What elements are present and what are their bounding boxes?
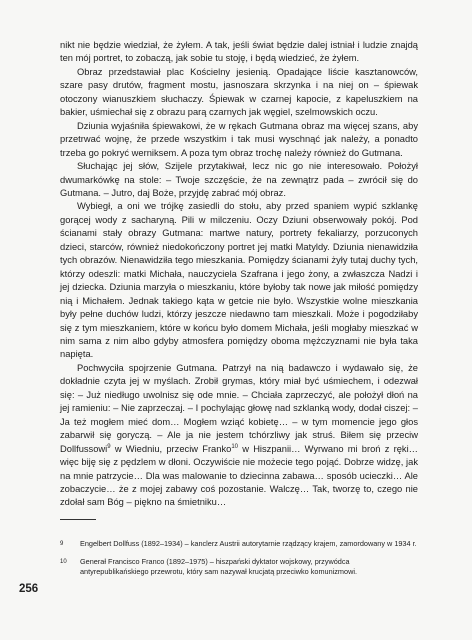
paragraph-2: Obraz przedstawiał plac Kościelny jesienią. Opadające liście kasztanowców, szare pasy drutów, fragment mostu, jasnoszara skrzynka i na niej on – śpiewak otoczony wianuszkiem słuchaczy. Śpiewak w czarnej kapocie, z kapeluszkiem na bakier, uśmiechał się z obrazu parą czarnych jak węgiel, szelmowskich oczu. xyxy=(60,66,418,118)
footnote-number: 10 xyxy=(60,559,67,566)
paragraph-6-part-c: w Hiszpanii… Wyrwano mi broń z ręki… więc biję się z pędzlem w dłoni. Oczywiście nie możecie tego pojąć. Dobrze widzę, jak na mnie patrzycie… Dla was malowanie to dziecinna zabawa… sposób ucieczki… Ale zobaczycie… że z mojej zabawy coś pozostanie. Walczę… Tak, tworzę to, czego nie zdołał sam Bóg – piękno na śmietniku… xyxy=(60,443,418,508)
footnote-item xyxy=(60,557,418,577)
paragraph-6 xyxy=(60,362,418,510)
footnote-divider xyxy=(60,519,96,520)
paragraph-3: Dziunia wyjaśniła śpiewakowi, że w rękach Gutmana obraz ma więcej szans, aby przetrwać wojnę, że przede wszystkim i tak musi wyschnąć jak należy, a ponadto trzeba go pokryć werniksem. A poza tym obraz trochę należy również do Gutmana. xyxy=(60,120,418,158)
paragraph-6-part-a: Pochwyciła spojrzenie Gutmana. Patrzył na nią badawczo i wydawało się, że dokładnie czyta jej w myślach. Zrobił grymas, który miał być uśmiechem, i odezwał się: – Już niedługo uwolnisz się ode mnie. – Chciała zaprzeczyć, ale położył dłoń na jej ramieniu: – Nie zaprzeczaj. – I pochylając głowę nad szklanką wody, dodał ciszej: – Ja też mogłem mieć dom… Mogłem wziąć kobietę… – w tym momencie jego głos zabarwił się goryczą. – Ale ja nie jestem tchórzliwy jak struś. Biłem się przeciw Dollfussowi xyxy=(60,362,418,454)
footnotes xyxy=(60,539,418,586)
footnote-item xyxy=(60,539,418,549)
footnote-ref-10: 10 xyxy=(231,443,239,450)
footnote-number: 9 xyxy=(60,541,64,547)
footnote-text: Generał Francisco Franco (1892–1975) – hiszpański dyktator wojskowy, przywódca antyrepublikańskiego przewrotu, który sam nazywał krucjatą przeciwko komunizmowi. xyxy=(80,557,357,577)
paragraph-6-part-b: w Wiedniu, przeciw Franko xyxy=(110,443,232,454)
paragraph-4: Słuchając jej słów, Szijele przytakiwał, lecz nic go nie interesowało. Położył dwumarkówkę na stole: – Twoje szczęście, że na zewnątrz pada – zwrócił się do Gutmana. – Jutro, daj Boże, przyjdę zabrać mój obraz. xyxy=(60,161,418,198)
body-text xyxy=(60,39,418,510)
footnote-text: Engelbert Dollfuss (1892–1934) – kanclerz Austrii autorytarnie rządzący krajem, zamordowany w 1934 r. xyxy=(80,539,417,548)
page-number: 256 xyxy=(19,583,39,595)
paragraph-1: nikt nie będzie wiedział, że żyłem. A tak, jeśli świat będzie dalej istniał i ludzie znajdą ten mój portret, to zobaczą, jak sobie tu stoję, i będą wiedzieć, że żyłem. xyxy=(60,40,418,64)
footnote-ref-9: 9 xyxy=(107,443,111,450)
paragraph-5: Wybiegł, a oni we trójkę zasiedli do stołu, aby przed spaniem wypić szklankę gorącej wody z sacharyną. Pili w milczeniu. Oczy Dziuni obserwowały pokój. Pod ścianami stały obrazy Gutmana: martwe natury, portrety fekaliarzy, porzuconych dzieci, starców, również niedokończony portret jej matki Matyldy. Dziunia nienawidziła tych obrazów. Nienawidziła tego mieszkania. Pomiędzy ścianami żyły tutaj duchy tych, którzy odeszli: matki Michała, nauczyciela Szafrana i jego żony, a zwłaszcza Nadzi i jej dziecka. Dziunia marzyła o mieszkaniu, które byłoby tak nowe jak miłość pomiędzy nią i Michałem. Jednak takiego kąta w getcie nie było. Wszystkie wolne mieszkania były pełne duchów ludzi, którzy jeszcze niedawno tam mieszkali. Może i pogodziłaby się z tym mieszkaniem, które w końcu było domem Michała, jeśli mogłaby mieszkać w nim sama z nim albo gdyby atmosfera pomiędzy oboma mężczyznami nie była taka napięta. xyxy=(60,201,418,360)
